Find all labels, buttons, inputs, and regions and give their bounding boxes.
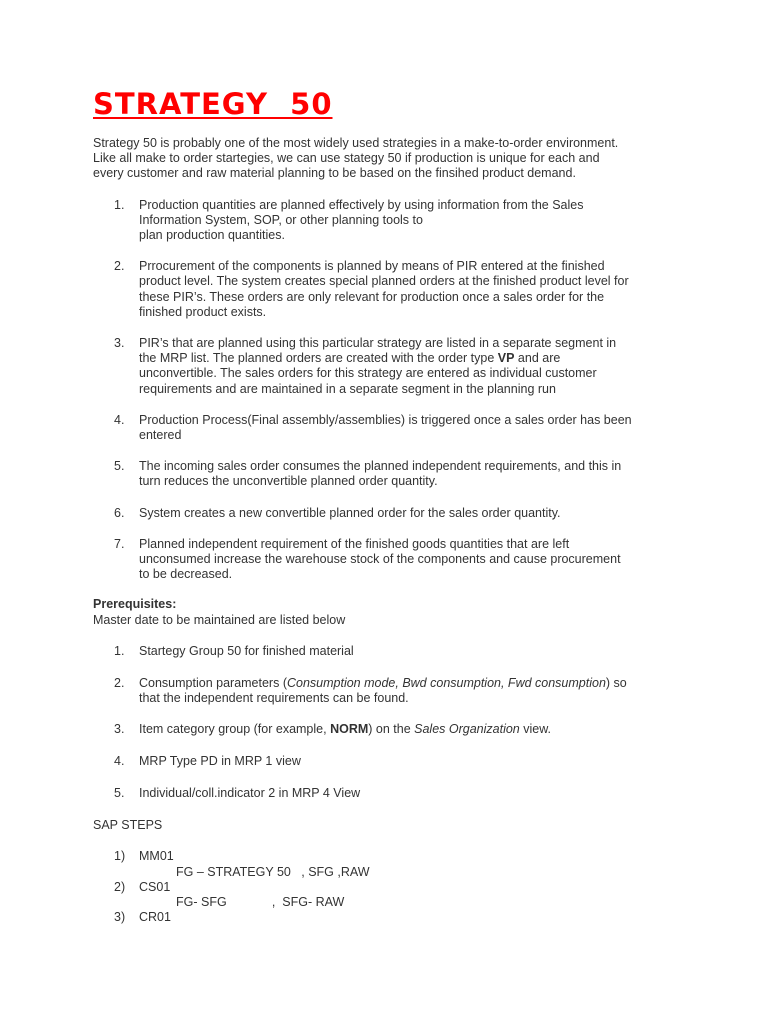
transaction-code: CR01 [139,910,171,925]
list-item-line: unconvertible. The sales orders for this strategy are entered as individual customer [139,366,597,381]
list-item-line: Production Process(Final assembly/assemblies) is triggered once a sales order has been [139,412,632,427]
list-item-text: and are [514,351,561,366]
list-number: 7. [114,536,125,551]
list-item [93,786,693,801]
sales-organization-italic: Sales Organization [414,722,520,737]
list-item-text: view. [519,722,552,737]
sap-step [93,849,693,879]
transaction-code: MM01 [139,849,174,864]
list-item [93,413,693,443]
list-item-line: Planned independent requirement of the finished goods quantities that are left [139,536,570,551]
list-item-line: to be decreased. [139,567,233,582]
list-item-line: MRP Type PD in MRP 1 view [139,754,301,769]
prerequisites-heading: Prerequisites: [93,597,177,612]
list-item-line: The incoming sales order consumes the planned independent requirements, and this in [139,459,622,474]
list-number: 4. [114,412,125,427]
list-item-line: product level. The system creates special planned orders at the finished product level for [139,274,629,289]
list-item-line: unconsumed increase the warehouse stock of the components and cause procurement [139,552,621,567]
order-type-vp: VP [497,351,515,366]
list-number: 3. [114,336,125,351]
list-number: 6. [114,505,125,520]
list-item-line: Prrocurement of the components is planned by means of PIR entered at the finished [139,259,605,274]
list-item-line: turn reduces the unconvertible planned order quantity. [139,474,438,489]
list-item-line: that the independent requirements can be found. [139,690,409,705]
list-item-text: ) on the [368,722,415,737]
list-item-line: finished product exists. [139,304,267,319]
sap-steps-heading: SAP STEPS [93,818,163,833]
list-number: 1. [114,197,125,212]
sap-step [93,910,693,925]
step-number: 2) [114,879,126,894]
list-item [93,459,693,489]
list-item-line: Production quantities are planned effectively by using information from the Sales [139,197,584,212]
list-item-text: Item category group (for example, [139,722,331,737]
step-number: 1) [114,849,126,864]
list-number: 2. [114,259,125,274]
list-item-line: plan production quantities. [139,228,285,243]
list-item-text: Consumption parameters ( [139,675,287,690]
list-number: 1. [114,643,125,658]
list-item-line [139,351,693,366]
sap-step [93,880,693,910]
list-item [93,644,693,659]
list-item-line: System creates a new convertible planned order for the sales order quantity. [139,505,561,520]
step-number: 3) [114,910,126,925]
list-item [93,722,693,737]
prerequisites-section [93,597,693,627]
intro-line: every customer and raw material planning to be based on the finsihed product demand. [93,166,576,181]
list-number: 2. [114,675,125,690]
strategy-points-list [93,198,693,583]
step-detail: FG – STRATEGY 50 , SFG ,RAW [176,864,370,879]
list-item [93,506,693,521]
list-item [93,336,693,397]
list-item-line: Startegy Group 50 for finished material [139,643,354,658]
prerequisites-subtitle: Master date to be maintained are listed below [93,612,346,627]
list-item [93,537,693,583]
list-number: 5. [114,785,125,800]
list-item-line: Individual/coll.indicator 2 in MRP 4 View [139,785,361,800]
list-number: 5. [114,459,125,474]
document-body [93,136,693,925]
list-item-line [139,722,693,737]
norm-bold: NORM [330,722,369,737]
list-number: 3. [114,722,125,737]
list-item [93,754,693,769]
list-item-line: PIR’s that are planned using this particular strategy are listed in a separate segment in [139,336,617,351]
document-title: STRATEGY 50 [93,87,333,121]
list-item [93,198,693,244]
list-item [93,259,693,320]
list-item-text: the MRP list. The planned orders are created with the order type [139,351,498,366]
list-item-line: requirements and are maintained in a separate segment in the planning run [139,381,556,396]
transaction-code: CS01 [139,879,171,894]
list-item-line: entered [139,428,182,443]
consumption-params-italic: Consumption mode, Bwd consumption, Fwd consumption [286,675,606,690]
sap-steps-list [93,849,693,925]
list-item [93,676,693,706]
list-number: 4. [114,754,125,769]
step-detail: FG- SFG , SFG- RAW [176,894,345,909]
intro-line: Like all make to order startegies, we can use stategy 50 if production is unique for each and [93,151,600,166]
intro-paragraph [93,136,693,182]
list-item-text: ) so [605,675,627,690]
prerequisites-list [93,644,693,801]
list-item-line [139,676,693,691]
list-item-line: these PIR’s. These orders are only relevant for production once a sales order for the [139,289,605,304]
intro-line: Strategy 50 is probably one of the most widely used strategies in a make-to-order environment. [93,136,619,150]
list-item-line: Information System, SOP, or other planning tools to [139,212,423,227]
